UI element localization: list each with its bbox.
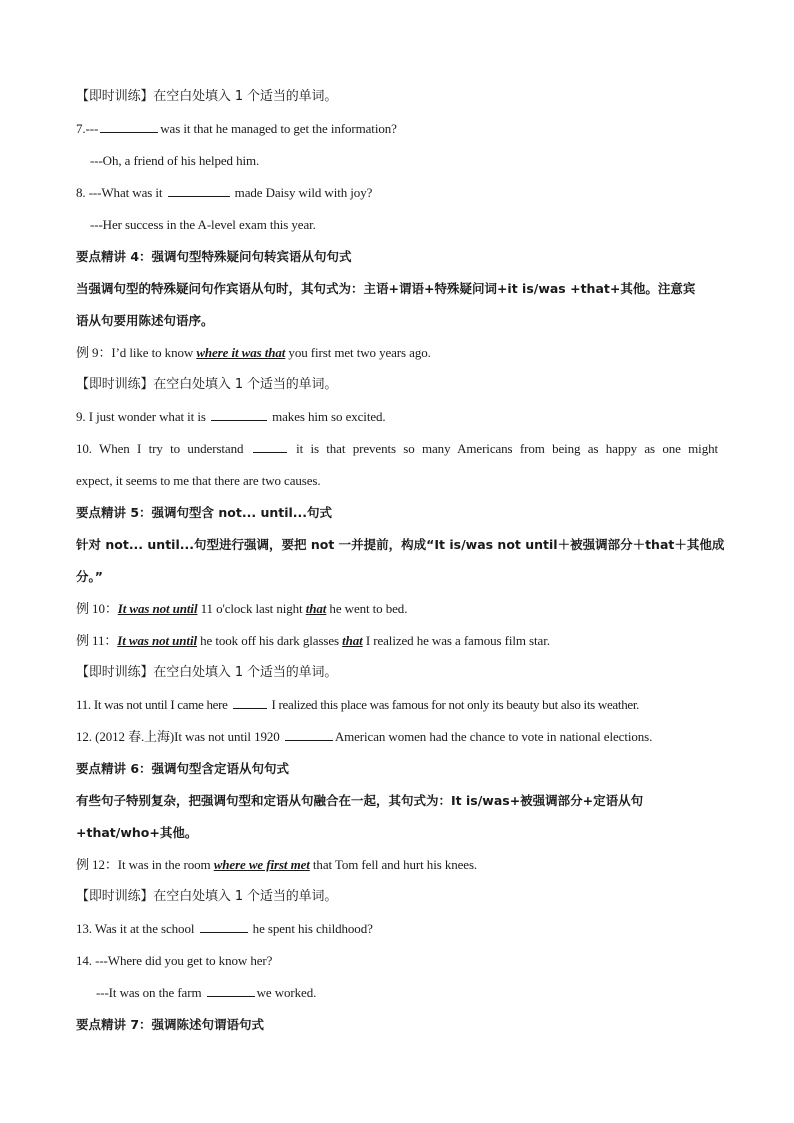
point-5-title: 要点精讲 5：强调句型含 not... until...句式 — [76, 505, 333, 520]
point-4-desc-2: 语从句要用陈述句语序。 — [76, 313, 214, 328]
example-11: 例 11：It was not until he took off his dark glasses that I realized he was a famous film star. — [76, 633, 550, 648]
point-5-desc-1: 针对 not... until...句型进行强调，要把 not 一并提前，构成“It is/was not until＋被强调部分＋that＋其他成 — [76, 537, 725, 552]
question-13: 13. Was it at the school he spent his childhood? — [76, 921, 373, 936]
answer-blank[interactable] — [233, 696, 267, 709]
answer-blank[interactable] — [200, 920, 248, 933]
practice-label-3: 【即时训练】在空白处填入 1 个适当的单词。 — [76, 665, 338, 680]
example-12: 例 12：It was in the room where we first met that Tom fell and hurt his knees. — [76, 857, 478, 872]
answer-blank[interactable] — [285, 728, 333, 741]
question-8-answer: ---Her success in the A-level exam this year. — [90, 217, 316, 232]
example-10: 例 10：It was not until 11 o'clock last night that he went to bed. — [76, 601, 408, 616]
question-8: 8. ---What was it made Daisy wild with joy? — [76, 185, 373, 200]
question-14: 14. ---Where did you get to know her? — [76, 953, 273, 968]
point-7-title: 要点精讲 7：强调陈述句谓语句式 — [76, 1017, 265, 1032]
practice-label-2: 【即时训练】在空白处填入 1 个适当的单词。 — [76, 377, 338, 392]
question-9: 9. I just wonder what it is makes him so excited. — [76, 409, 386, 424]
question-14-answer: ---It was on the farm we worked. — [96, 985, 317, 1000]
question-7-answer: ---Oh, a friend of his helped him. — [90, 153, 260, 168]
point-6-title: 要点精讲 6：强调句型含定语从句句式 — [76, 761, 290, 776]
answer-blank[interactable] — [100, 120, 158, 133]
example-9: 例 9：I’d like to know where it was that you first met two years ago. — [76, 345, 431, 360]
answer-blank[interactable] — [168, 184, 230, 197]
question-7: 7.--- was it that he managed to get the information? — [76, 121, 397, 136]
point-6-desc-2: +that/who+其他。 — [76, 825, 198, 840]
answer-blank[interactable] — [211, 408, 267, 421]
question-10-line-1: 10. When I try to understand it is that prevents so many Americans from being as happy as one might — [76, 441, 718, 456]
point-4-desc-1: 当强调句型的特殊疑问句作宾语从句时，其句式为：主语+谓语+特殊疑问词+it is/was +that+其他。注意宾 — [76, 281, 696, 296]
answer-blank[interactable] — [253, 440, 287, 453]
answer-blank[interactable] — [207, 984, 255, 997]
point-6-desc-1: 有些句子特别复杂，把强调句型和定语从句融合在一起，其句式为：It is/was+被强调部分+定语从句 — [76, 793, 644, 808]
practice-label-4: 【即时训练】在空白处填入 1 个适当的单词。 — [76, 889, 338, 904]
practice-label-1: 【即时训练】在空白处填入 1 个适当的单词。 — [76, 89, 338, 104]
point-4-title: 要点精讲 4：强调句型特殊疑问句转宾语从句句式 — [76, 249, 352, 264]
question-11: 11. It was not until I came here I realized this place was famous for not only its beauty but also its weather. — [76, 697, 640, 712]
point-5-desc-2: 分。” — [76, 569, 103, 584]
question-12: 12. (2012 春.上海)It was not until 1920 American women had the chance to vote in national elections. — [76, 729, 653, 744]
question-10-line-2: expect, it seems to me that there are two causes. — [76, 473, 321, 488]
